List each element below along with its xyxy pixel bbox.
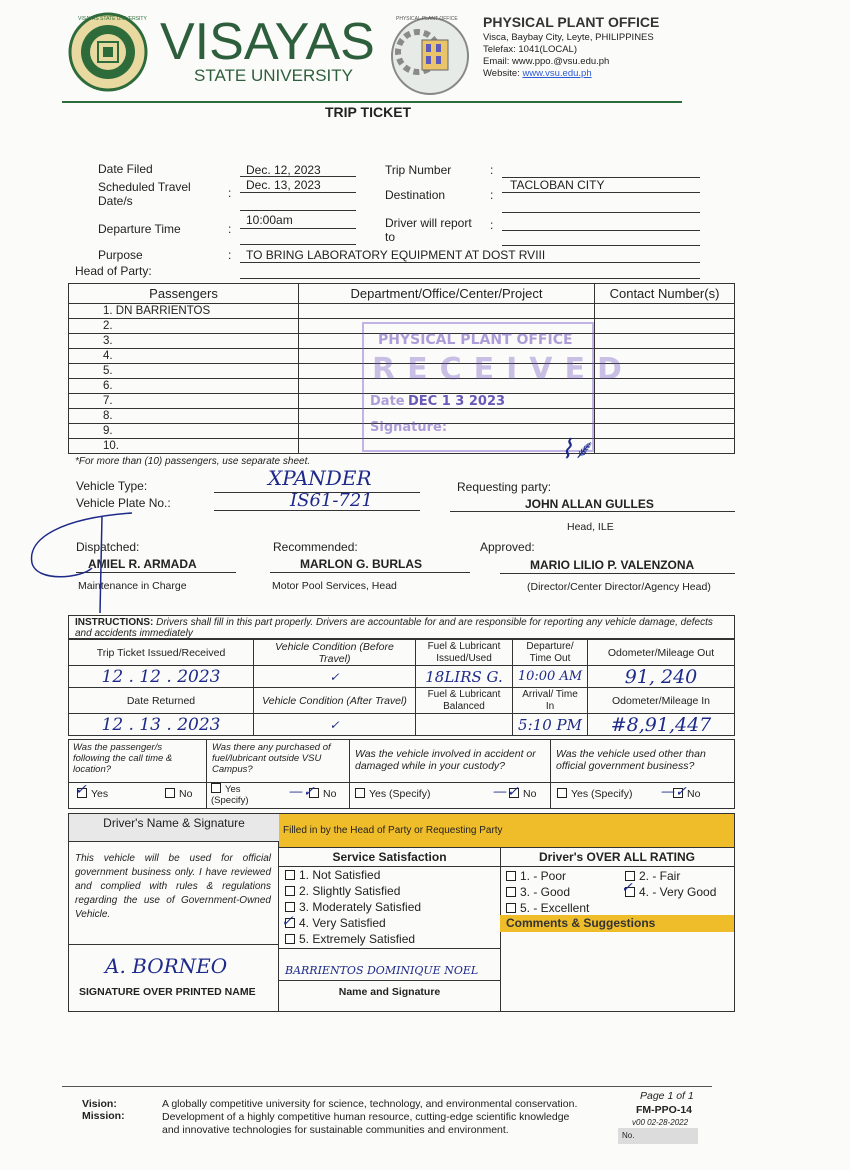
vehicle-plate-label: Vehicle Plate No.: [76,496,171,510]
page-number: Page 1 of 1 [640,1090,694,1102]
ppo-seal [388,14,472,98]
question-fuel-purchase: Was there any purchased of fuel/lubricant outside VSU Campus? [212,742,331,775]
log-header: Arrival/ Time In [513,688,588,714]
check-mark-icon: —✓ [661,784,687,800]
page-title: TRIP TICKET [325,104,412,120]
recommended-label: Recommended: [273,540,358,554]
rating-option-1[interactable]: 1. - Poor [506,869,566,883]
service-option-4[interactable]: 4. Very Satisfied [285,916,386,930]
rating-option-4[interactable]: 4. - Very Good [625,885,716,899]
service-option-2[interactable]: 2. Slightly Satisfied [285,884,400,898]
contact-header: Contact Number(s) [595,284,735,304]
wordmark: VISAYAS [160,13,375,71]
driver-header: Driver's Name & Signature [69,814,279,842]
driver-footer: SIGNATURE OVER PRINTED NAME [79,986,256,998]
log-value: 12 . 12 . 2023 [69,666,254,688]
rating-option-5[interactable]: 5. - Excellent [506,901,589,915]
office-address: Visca, Baybay City, Leyte, PHILIPPINES [483,32,654,43]
office-email: Email: www.ppo.@vsu.edu.ph [483,56,610,67]
scheduled-colon: : [228,186,232,200]
passenger-cell: 2. [69,319,299,334]
question-accident: Was the vehicle involved in accident or damaged while in your custody? [355,748,536,772]
header-rule [62,101,682,103]
log-header: Departure/ Time Out [513,640,588,666]
destination-line-2 [502,212,700,213]
log-value: 91, 240 [588,666,735,688]
purpose-colon: : [228,248,232,262]
university-seal [68,12,148,92]
service-header: Service Satisfaction [332,850,447,864]
instructions-box [68,615,735,639]
office-telefax: Telefax: 1041(LOCAL) [483,44,577,55]
stamp-office: PHYSICAL PLANT OFFICE [378,332,573,348]
department-header: Department/Office/Center/Project [299,284,595,304]
control-number-box [618,1128,698,1144]
requesting-title: Head, ILE [567,521,614,533]
service-signature: BARRIENTOS DOMINIQUE NOEL [285,964,479,977]
check-mark-icon: ✓ [621,880,633,896]
scheduled-label: Scheduled Travel Date/s [98,180,191,208]
date-filed-label: Date Filed [98,162,153,176]
scheduled-line [240,192,356,193]
q3-no-checkbox[interactable]: No [509,788,536,800]
destination-label: Destination [385,188,446,202]
driver-signature: A. BORNEO [105,954,228,978]
vehicle-type-value: XPANDER [268,466,372,490]
requesting-signature: ⌇⸙ [560,435,593,465]
check-mark-icon: —✓ [289,784,315,800]
report-line-2 [502,245,700,246]
log-value: #8,91,447 [588,714,735,736]
q2-yes-checkbox[interactable]: Yes (Specify) [211,784,249,806]
passenger-cell: 7. [69,394,299,409]
trip-log-table [68,639,735,736]
log-header: Vehicle Condition (Before Travel) [254,640,416,666]
log-header: Vehicle Condition (After Travel) [254,688,416,714]
dispatched-signature [22,508,152,623]
rating-option-3[interactable]: 3. - Good [506,885,570,899]
report-line [502,230,700,231]
service-option-3[interactable]: 3. Moderately Satisfied [285,900,421,914]
vision-label: Vision: [82,1098,117,1110]
departure-colon: : [228,222,232,236]
report-colon: : [490,218,494,232]
passengers-header: Passengers [69,284,299,304]
departure-value: 10:00am [246,213,293,227]
service-banner: Filled in by the Head of Party or Requesting Party [279,814,734,847]
passenger-cell: 1. DN BARRIENTOS [69,304,299,319]
departure-label: Departure Time [98,222,181,236]
form-version: v00 02-28-2022 [632,1118,689,1127]
scheduled-line-2 [240,210,356,211]
rating-option-2[interactable]: 2. - Fair [625,869,680,883]
destination-line [502,192,700,193]
log-header: Fuel & Lubricant Balanced [416,688,513,714]
date-filed-line [240,176,356,177]
passenger-cell: 4. [69,349,299,364]
head-of-party-label: Head of Party: [75,264,152,278]
purpose-line [240,262,700,263]
requesting-name: JOHN ALLAN GULLES [525,497,654,511]
office-name: PHYSICAL PLANT OFFICE [483,14,660,30]
feedback-box [68,813,735,1012]
mission-text-2: and innovative technologies for sustainable communities and environment. [162,1124,509,1136]
comments-header: Comments & Suggestions [500,915,734,932]
passenger-cell: 5. [69,364,299,379]
stamp-date-label: Date [370,394,405,409]
question-other-use: Was the vehicle used other than official government business? [556,748,706,772]
q2-no-checkbox[interactable]: No [309,788,336,800]
passenger-cell: 9. [69,424,299,439]
head-of-party-line [240,278,700,279]
vehicle-plate-line [214,510,420,511]
requesting-party-label: Requesting party: [457,480,552,494]
rating-header: Driver's OVER ALL RATING [539,850,695,864]
vehicle-type-label: Vehicle Type: [76,479,148,493]
purpose-value: TO BRING LABORATORY EQUIPMENT AT DOST RVIII [246,248,546,262]
log-header: Trip Ticket Issued/Received [69,640,254,666]
form-code: FM-PPO-14 [636,1104,693,1116]
log-value: ✓ [254,666,416,688]
vehicle-plate-value: IS61-721 [290,490,373,511]
instructions-text: INSTRUCTIONS: Drivers shall fill in this part properly. Drivers are accountable for and are responsible for reporting any vehicle damage, defects and accidents immediately [75,617,713,639]
q1-yes-checkbox[interactable]: Yes [77,788,108,800]
seal-text: VISAYAS STATE UNIVERSITY [78,16,147,22]
ppo-seal-text: PHYSICAL PLANT OFFICE [396,16,458,22]
log-value: 10:00 AM [513,666,588,688]
stamp-signature-label: Signature: [370,420,448,435]
passenger-note: *For more than (10) passengers, use separate sheet. [75,456,311,467]
log-value: 18LIRS G. [416,666,513,688]
stamp-received: RECEIVED [372,352,634,387]
log-header: Date Returned [69,688,254,714]
departure-line [240,228,356,229]
q1-no-checkbox[interactable]: No [165,788,192,800]
office-website [483,68,592,79]
service-option-1[interactable]: 1. Not Satisfied [285,868,380,882]
log-header: Odometer/Mileage Out [588,640,735,666]
trip-number-colon: : [490,163,494,177]
report-label: Driver will report to [385,216,472,244]
approved-label: Approved: [480,540,535,554]
table-row [69,304,735,319]
check-mark-icon: ✓ [75,782,87,798]
destination-value: TACLOBAN CITY [510,178,605,192]
stamp-date: DEC 1 3 2023 [408,394,506,409]
approved-title: (Director/Center Director/Agency Head) [527,581,711,593]
dispatched-label: Dispatched: [76,540,140,554]
purpose-label: Purpose [98,248,143,262]
passenger-cell: 8. [69,409,299,424]
website-link[interactable]: www.vsu.edu.ph [522,68,592,79]
wordmark-sub: STATE UNIVERSITY [194,66,354,85]
date-filed-value: Dec. 12, 2023 [246,163,321,177]
approved-name: MARIO LILIO P. VALENZONA [530,558,695,572]
approved-line [500,573,735,574]
question-call-time: Was the passenger/s following the call time & location? [73,742,173,775]
driver-statement: This vehicle will be used for official government business only. I have reviewed and complied with rules & regulations regarding the use of Government-Owned Vehicle. [75,853,271,920]
questions-box [68,739,735,809]
footer-rule [62,1086,712,1087]
departure-line-2 [240,244,356,245]
dispatched-name: AMIEL R. ARMADA [88,557,197,571]
log-value: ✓ [254,714,416,736]
destination-colon: : [490,188,494,202]
requesting-line [450,511,735,512]
log-header: Odometer/Mileage In [588,688,735,714]
recommended-line [270,572,470,573]
log-header: Fuel & Lubricant Issued/Used [416,640,513,666]
check-mark-icon: ✓ [281,912,294,930]
log-value: 12 . 13 . 2023 [69,714,254,736]
q4-yes-checkbox[interactable]: Yes (Specify) [557,788,632,800]
website-label: Website: [483,68,520,79]
trip-number-label: Trip Number [385,163,452,177]
log-value: 5:10 PM [513,714,588,736]
log-value [416,714,513,736]
recommended-name: MARLON G. BURLAS [300,557,422,571]
dispatched-title: Maintenance in Charge [78,580,187,592]
recommended-title: Motor Pool Services, Head [272,580,397,592]
passenger-cell: 6. [69,379,299,394]
mission-label: Mission: [82,1110,125,1122]
check-mark-icon: —✓ [493,784,519,800]
scheduled-value: Dec. 13, 2023 [246,178,321,192]
control-number-label: No. [622,1131,635,1140]
q3-yes-checkbox[interactable]: Yes (Specify) [355,788,430,800]
service-option-5[interactable]: 5. Extremely Satisfied [285,932,415,946]
mission-text-1: Development of a highly competitive human resource, cutting-edge scientific knowledge [162,1111,570,1123]
passenger-cell: 3. [69,334,299,349]
q4-no-checkbox[interactable]: No [673,788,700,800]
vision-text: A globally competitive university for science, technology, and environmental conservation. [162,1098,578,1110]
service-footer: Name and Signature [338,986,441,998]
passenger-cell: 10. [69,439,299,454]
